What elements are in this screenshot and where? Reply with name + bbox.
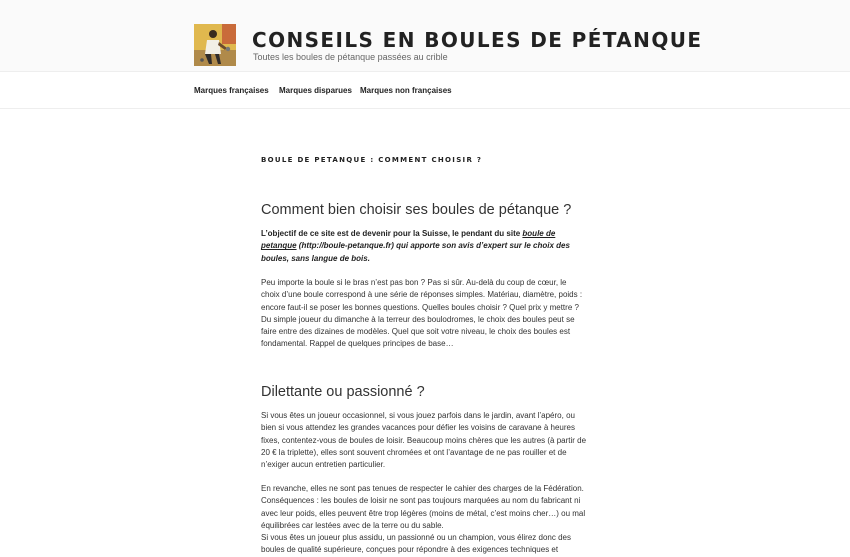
nav-item-marques-non-francaises[interactable]: Marques non françaises xyxy=(360,86,452,95)
site-header xyxy=(0,0,850,72)
section-heading-choose: Comment bien choisir ses boules de pétanque ? xyxy=(261,202,572,218)
main-content xyxy=(261,156,587,555)
paragraph-federation xyxy=(261,483,587,557)
site-tagline: Toutes les boules de pétanque passées au crible xyxy=(253,52,448,62)
site-logo[interactable] xyxy=(194,24,236,66)
nav-item-marques-disparues[interactable]: Marques disparues xyxy=(279,86,352,95)
nav-item-marques-francaises[interactable]: Marques françaises xyxy=(194,86,269,95)
site-title[interactable]: CONSEILS EN BOULES DE PÉTANQUE xyxy=(252,28,703,52)
paragraph-federation-text: En revanche, elles ne sont pas tenues de respecter le cahier des charges de la Fédération. Conséquences : les boules de loisir ne sont pas toujours marquées au nom du fabricant ni avec leur poids, elles peuvent être trop légères (moins de métal, c’est moins cher…) ou mal équilibrées car lestées avec de la terre ou du sable. xyxy=(261,484,586,530)
boule-de-petanque-link[interactable]: boule de petanque xyxy=(261,229,556,251)
section-heading-dilettante: Dilettante ou passionné ? xyxy=(261,384,425,400)
intro-lead: L’objectif de ce site est de devenir pour la Suisse, le pendant du site xyxy=(261,229,523,238)
petanque-player-icon xyxy=(194,24,236,66)
paragraph-basics: Peu importe la boule si le bras n’est pas bon ? Pas si sûr. Au-delà du coup de cœur, le choix d’une boule correspond à une série de réponses simples. Matériau, diamètre, poids : encore faut-il se poser les bonnes questions. Quelles boules choisir ? Quel prix y mettre ? Du simple joueur du dimanche à la terreur des boulodromes, le choix des boules peut se faire entre des dizaines de modèles. Quel que soit votre niveau, le choix des boules est fondamental. Rappel de quelques principes de base… xyxy=(261,278,583,349)
main-navigation xyxy=(0,72,850,109)
paragraph-assiduous-player: Si vous êtes un joueur plus assidu, un passionné ou un champion, vous élirez donc des boules de qualité supérieure, conçues pour répondre à des exigences techniques et xyxy=(261,533,571,555)
intro-paragraph xyxy=(261,228,587,265)
intro-url: (http://boule-petanque.fr) xyxy=(296,241,394,251)
paragraph-occasional-player: Si vous êtes un joueur occasionnel, si vous jouez parfois dans le jardin, avant l’apéro, ou bien si vous attendez les grandes vacances pour défier les voisins de caravane à heures fixes, contentez-vous de boules de loisir. Beaucoup moins chères que les autres (à partir de 20 € la triplette), elles sont souvent chromées et ont l’avantage de ne pas rouiller et de n’exiger aucun entretien particulier. xyxy=(261,411,587,470)
intro-rest: qui apporte son avis d’expert sur le choix des boules, sans langue de bois. xyxy=(261,241,570,263)
page-title: BOULE DE PETANQUE : COMMENT CHOISIR ? xyxy=(261,156,483,164)
